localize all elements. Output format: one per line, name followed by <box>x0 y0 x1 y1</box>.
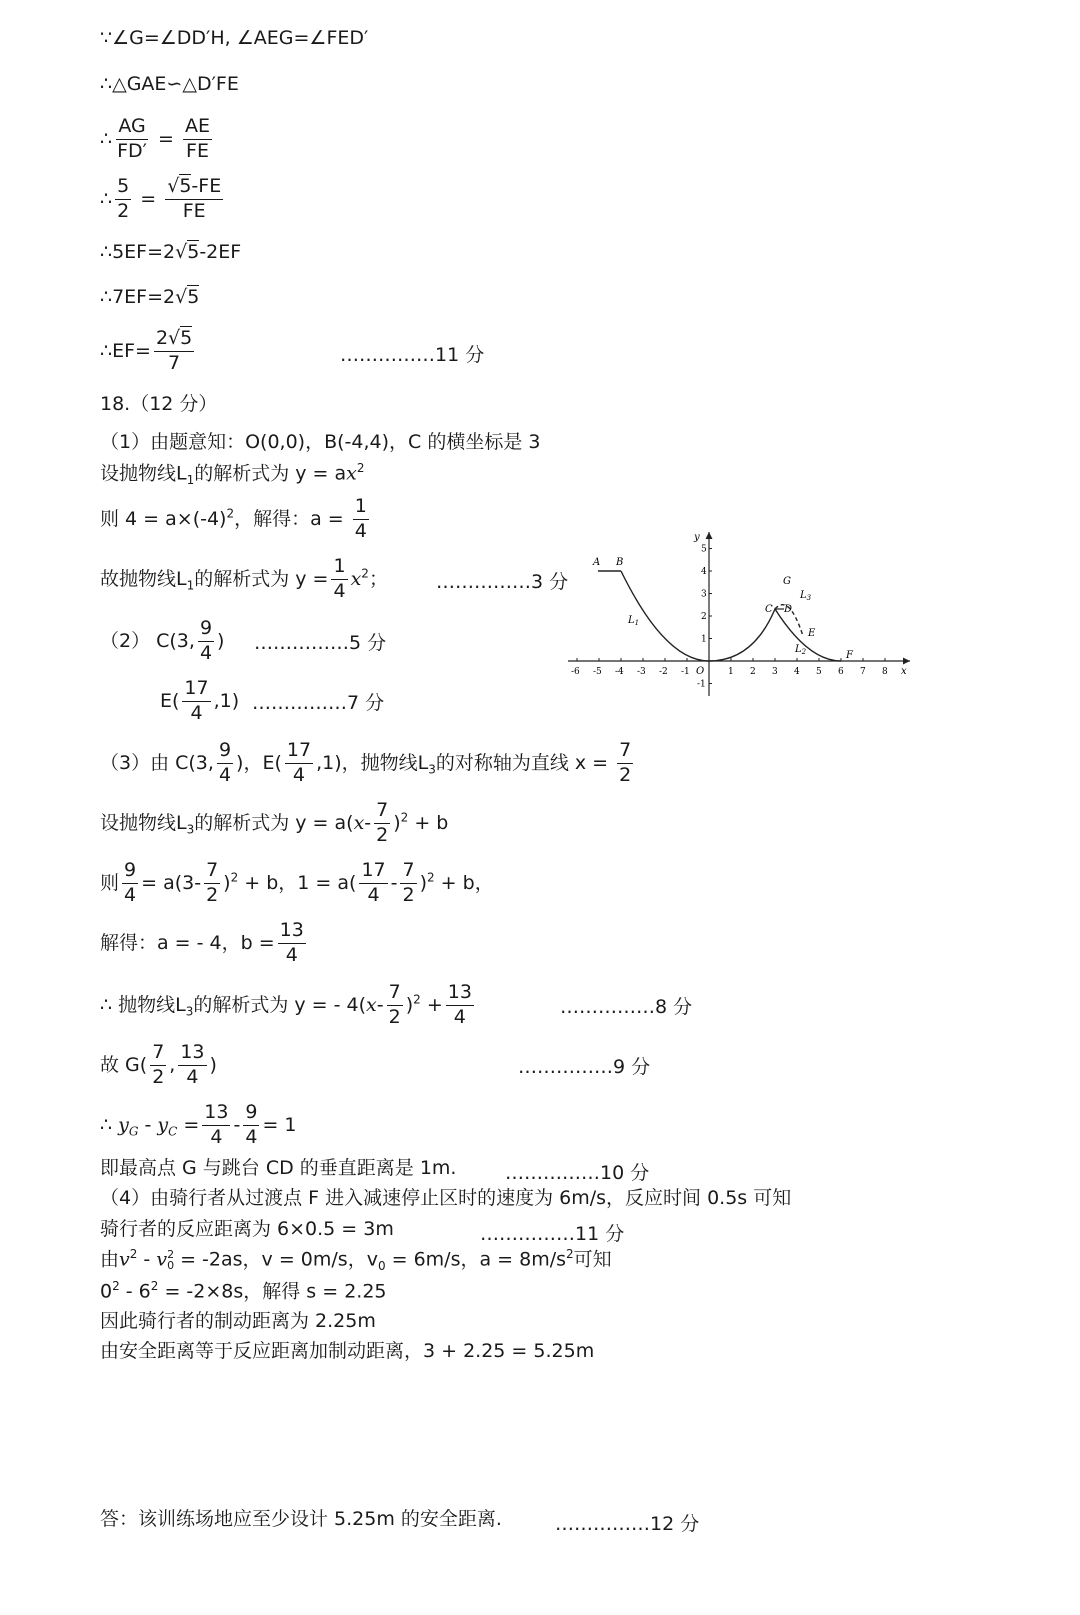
label-e: E <box>808 628 816 639</box>
line-7ef: ∴7EF=2√5 <box>100 286 200 308</box>
x-tick-label: 7 <box>860 667 866 677</box>
y-tick-label: 2 <box>701 612 707 622</box>
part1-intro: （1）由题意知：O(0,0)，B(-4,4)，C 的横坐标是 3 <box>100 431 541 453</box>
part1-set-l1: 设抛物线$L_1$的解析式为 $y = ax^2$ <box>100 461 365 488</box>
part2-e: E( $\frac{17}{4}$ ,1) <box>160 677 240 724</box>
x-axis-label: x <box>901 666 907 677</box>
part3-axis: （3）由 C(3, $\frac{9}{4}$ )，E( $\frac{17}{4}$ ,1)，抛物线$L_3$的对称轴为直线 x = $\frac{7}{2}$ <box>100 739 632 786</box>
fraction: $\frac{7}{2}$ <box>152 1041 165 1088</box>
line-angle-equality: ∵∠G=∠DD′H, ∠AEG=∠FED′ <box>100 27 369 49</box>
therefore-symbol: ∴ <box>100 127 113 150</box>
x-tick-label: -5 <box>593 667 602 677</box>
part4-formula: 由$v^2$ - v 2 0 = -2as，v = 0m/s，$v_0 = 6m/s$，$a = 8m/s^2$可知 <box>100 1247 612 1274</box>
part1-result: 故抛物线$L_1$的解析式为 y = $\frac{1}{4}$ $x^2$； <box>100 555 388 602</box>
x-tick-label: -3 <box>637 667 646 677</box>
label-g: G <box>783 576 791 587</box>
score-12: ……………12 分 <box>555 1513 700 1535</box>
fraction: $\frac{9}{4}$ <box>218 739 232 786</box>
fraction: $\frac{9}{4}$ <box>199 617 213 664</box>
score-3: ……………3 分 <box>436 571 569 593</box>
fraction: $\frac{9}{4}$ <box>124 859 137 906</box>
part4-calc: $0^2 - 6^2 = -2\times 8s$，解得 s = 2.25 <box>100 1279 387 1303</box>
x-tick-label: -4 <box>615 667 624 677</box>
part4-safety: 由安全距离等于反应距离加制动距离，3 + 2.25 = 5.25m <box>100 1340 595 1362</box>
y-tick-label: 4 <box>701 567 707 577</box>
part2-c: （2） C(3, $\frac{9}{4}$ ) <box>100 617 225 664</box>
fraction: $\frac{7}{2}$ <box>206 859 219 906</box>
label-f: F <box>846 650 853 661</box>
answer: 答：该训练场地应至少设计 5.25m 的安全距离. <box>100 1508 502 1530</box>
x-tick-label: -6 <box>571 667 580 677</box>
label-l3: $L_3$ <box>800 590 812 602</box>
y-tick-label: 5 <box>701 544 707 555</box>
x-tick-label: 1 <box>728 667 734 677</box>
parabola-graph <box>568 528 918 700</box>
part3-conclusion: 即最高点 G 与跳台 CD 的垂直距离是 1m. <box>100 1157 457 1179</box>
score-11: ……………11 分 <box>340 344 485 366</box>
part3-g: 故 G( $\frac{7}{2}$ , $\frac{13}{4}$ ) <box>100 1041 217 1088</box>
score-7: ……………7 分 <box>252 692 385 714</box>
label-a: A <box>593 557 601 568</box>
part3-equations: 则 $\frac{9}{4}$ = a(3- $\frac{7}{2}$ )$^2$ + b，1 = a( $\frac{17}{4}$ - $\frac{7}{2}$ )$^2$ + b， <box>100 859 494 906</box>
x-tick-label: -1 <box>681 667 690 677</box>
y-axis-label: y <box>694 532 700 543</box>
x-tick-label: -2 <box>659 667 668 677</box>
fraction: $\frac{2√5}{7}$ <box>155 327 193 374</box>
part4-intro: （4）由骑行者从过渡点 F 进入减速停止区时的速度为 6m/s，反应时间 0.5s 可知 <box>100 1187 792 1209</box>
fraction: $\frac{7}{2}$ <box>388 981 401 1028</box>
label-c: C <box>765 604 773 615</box>
fraction: $\frac{13}{4}$ <box>204 1101 229 1148</box>
score-11b: ……………11 分 <box>480 1223 625 1245</box>
fraction: $\frac{17}{4}$ <box>361 859 386 906</box>
fraction: $\frac{17}{4}$ <box>184 677 209 724</box>
line-ratio <box>100 116 215 163</box>
x-tick-label: 6 <box>838 667 844 677</box>
line-5ef: ∴5EF=2√5-2EF <box>100 241 242 263</box>
fraction: $\frac{5}{2}$ <box>117 175 130 222</box>
label-l2: $L_2$ <box>795 644 807 656</box>
x-tick-label: 2 <box>750 667 756 677</box>
x-tick-label: 4 <box>794 667 800 677</box>
fraction: $\frac{13}{4}$ <box>279 919 304 966</box>
y-tick-label: 3 <box>701 589 707 600</box>
equals: = <box>158 127 174 150</box>
part3-set-l3: 设抛物线$L_3$的解析式为 y = a(x- $\frac{7}{2}$ )$^2$ + b <box>100 799 449 846</box>
label-d: D <box>784 604 793 615</box>
fraction: $\frac{13}{4}$ <box>447 981 472 1028</box>
fraction: $\frac{AE}{FE}$ <box>184 115 210 162</box>
line-similar-triangles: ∴△GAE∽△D′FE <box>100 73 239 95</box>
score-5: ……………5 分 <box>254 632 387 654</box>
part3-l3-result: ∴ 抛物线$L_3$的解析式为 y = - 4(x- $\frac{7}{2}$ )$^2$ + $\frac{13}{4}$ <box>100 981 472 1028</box>
score-9: ……………9 分 <box>518 1056 651 1078</box>
fraction: $\frac{AG}{FD'}$ <box>117 115 147 162</box>
line-ef-result: ∴EF= $\frac{2√5}{7}$ <box>100 327 193 374</box>
y-tick-label: 1 <box>701 634 707 645</box>
fraction: $\frac{9}{4}$ <box>245 1101 258 1148</box>
part4-braking: 因此骑行者的制动距离为 2.25m <box>100 1310 376 1332</box>
fraction: $\frac{13}{4}$ <box>180 1041 205 1088</box>
fraction: $\frac{√5-FE}{FE}$ <box>167 175 222 222</box>
label-l1: $L_1$ <box>628 615 640 627</box>
part4-reaction: 骑行者的反应距离为 6×0.5 = 3m <box>100 1218 394 1240</box>
fraction: $\frac{7}{2}$ <box>402 859 415 906</box>
fraction: $\frac{7}{2}$ <box>619 739 632 786</box>
y-tick-label: -1 <box>697 679 706 690</box>
x-tick-label: 3 <box>772 667 778 677</box>
part3-solution: 解得：a = - 4，b = $\frac{13}{4}$ <box>100 919 304 966</box>
x-tick-label: 5 <box>816 667 822 677</box>
part3-difference: ∴ $y_G - y_C$ = $\frac{13}{4}$ - $\frac{9}{4}$ = 1 <box>100 1101 297 1148</box>
fraction: $\frac{17}{4}$ <box>286 739 312 786</box>
part1-solve-a: 则 $4 = a\times(-4)^2$，解得：a = $\frac{1}{4}$ <box>100 495 367 542</box>
fraction: $\frac{7}{2}$ <box>376 799 389 846</box>
question-18-heading: 18.（12 分） <box>100 393 218 415</box>
line-ratio-values: ∴ $\frac{5}{2}$ = $\frac{√5-FE}{FE}$ <box>100 175 222 222</box>
fraction: $\frac{1}{4}$ <box>333 555 346 602</box>
curve-l2 <box>709 609 841 661</box>
origin-label: O <box>696 666 705 677</box>
score-8: ……………8 分 <box>560 996 693 1018</box>
label-b: B <box>616 557 624 568</box>
score-10: ……………10 分 <box>505 1162 650 1184</box>
fraction: $\frac{1}{4}$ <box>354 495 367 542</box>
x-tick-label: 8 <box>882 667 888 677</box>
